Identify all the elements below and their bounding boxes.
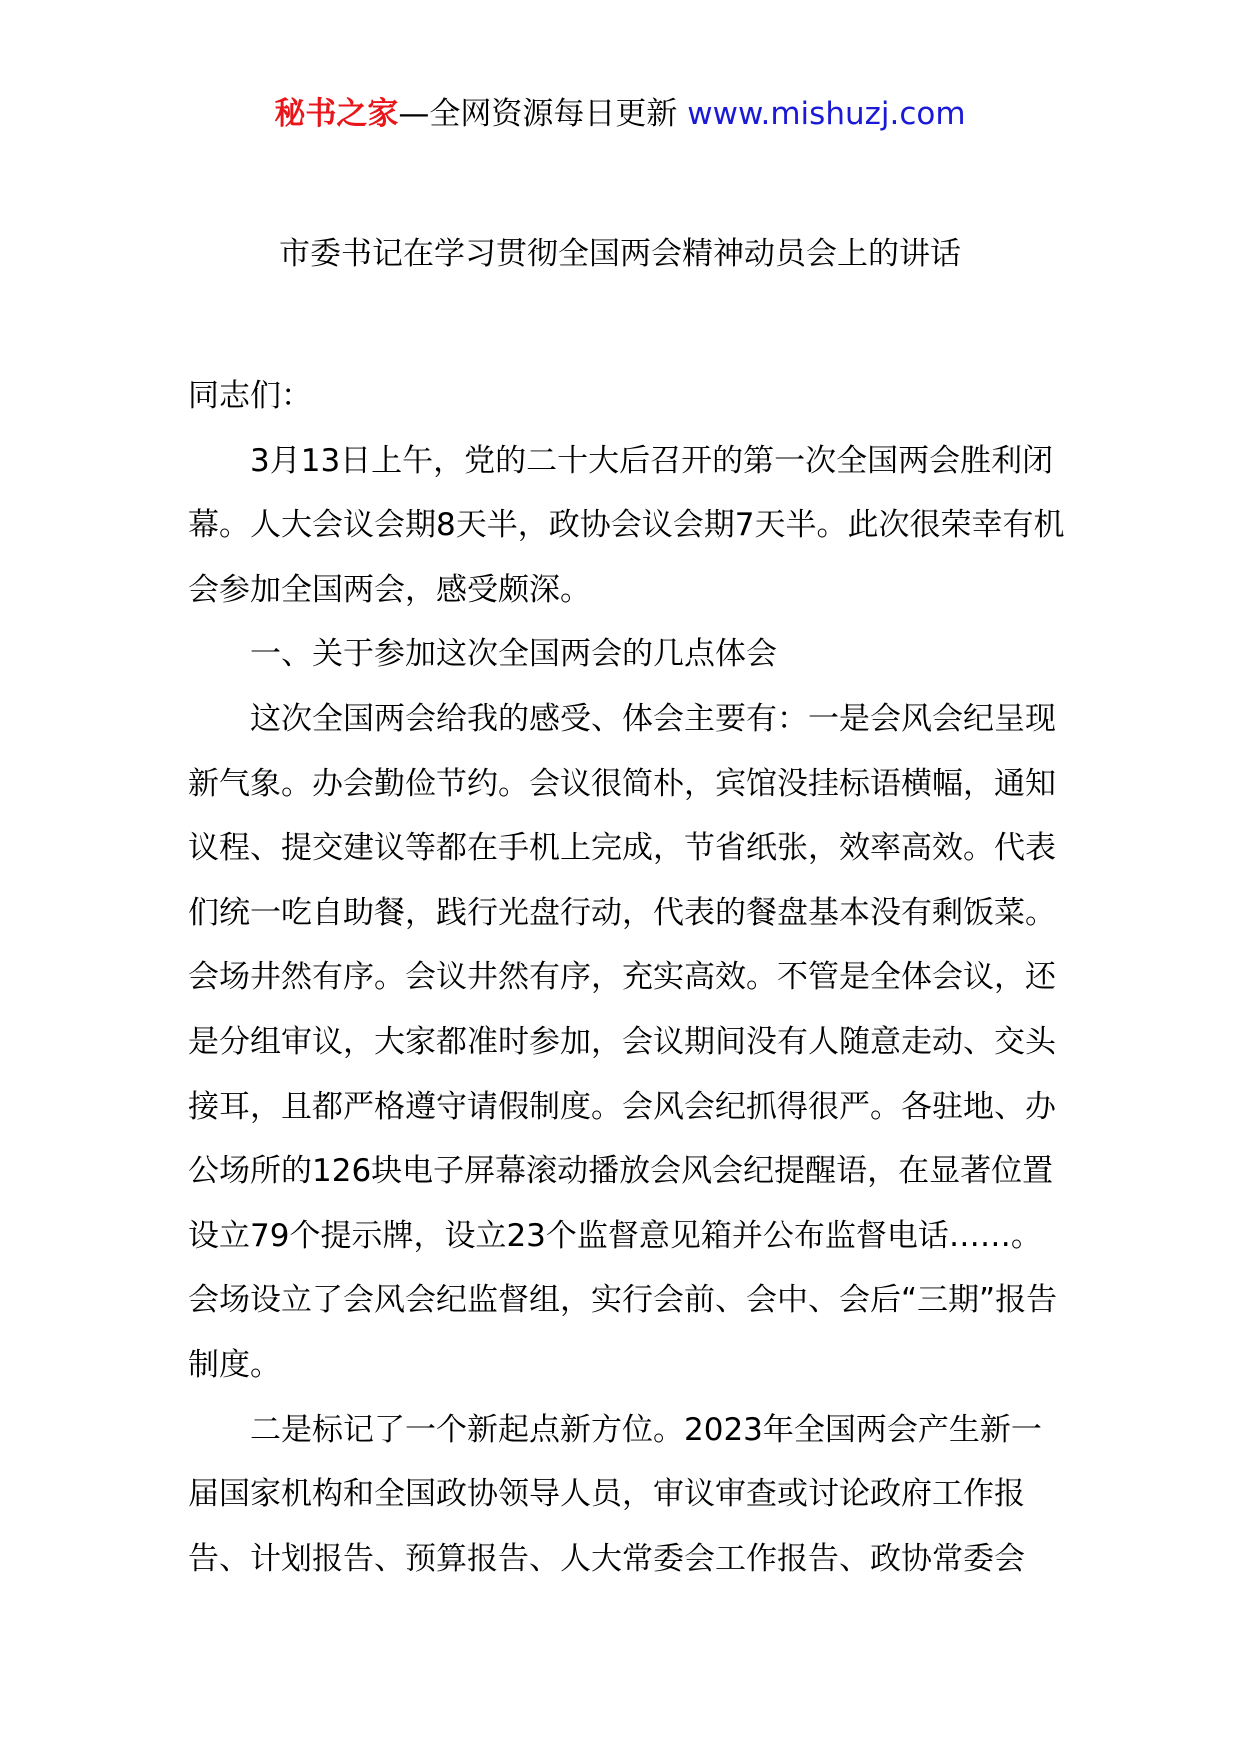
salutation: 同志们： xyxy=(188,378,312,414)
paragraph-point-1: 这次全国两会给我的感受、体会主要有：一是会风会纪呈现新气象。办会勤俭节约。会议很简朴，宾馆没挂标语横幅，通知议程、提交建议等都在手机上完成，节省纸张，效率高效。代表们统一吃自助餐，践行光盘行动，代表的餐盘基本没有剩饭菜。会场井然有序。会议井然有序，充实高效。不管是全体会议，还是分组审议，大家都准时参加，会议期间没有人随意走动、交头接耳，且都严格遵守请假制度。会风会纪抓得很严。各驻地、办公场所的126块电子屏幕滚动播放会风会纪提醒语，在显著位置设立79个提示牌，设立23个监督意见箱并公布监督电话……。会场设立了会风会纪监督组，实行会前、会中、会后“三期”报告制度。 xyxy=(188,700,1058,1383)
section-heading-1: 一、关于参加这次全国两会的几点体会 xyxy=(250,636,777,673)
document-body xyxy=(188,364,1068,1591)
site-header xyxy=(0,94,1240,134)
site-url-link[interactable]: www.mishuzj.com xyxy=(687,96,966,132)
paragraph-opening: 3月13日上午，党的二十大后召开的第一次全国两会胜利闭幕。人大会议会期8天半，政协会议会期7天半。此次很荣幸有机会参加全国两会，感受颇深。 xyxy=(188,442,1065,608)
site-slogan: —全网资源每日更新 xyxy=(398,96,688,132)
document-title: 市委书记在学习贯彻全国两会精神动员会上的讲话 xyxy=(279,236,961,272)
brand-name: 秘书之家 xyxy=(274,96,399,132)
paragraph-point-2: 二是标记了一个新起点新方位。2023年全国两会产生新一届国家机构和全国政协领导人员，审议审查或讨论政府工作报告、计划报告、预算报告、人大常委会工作报告、政协常委会 xyxy=(188,1411,1042,1577)
